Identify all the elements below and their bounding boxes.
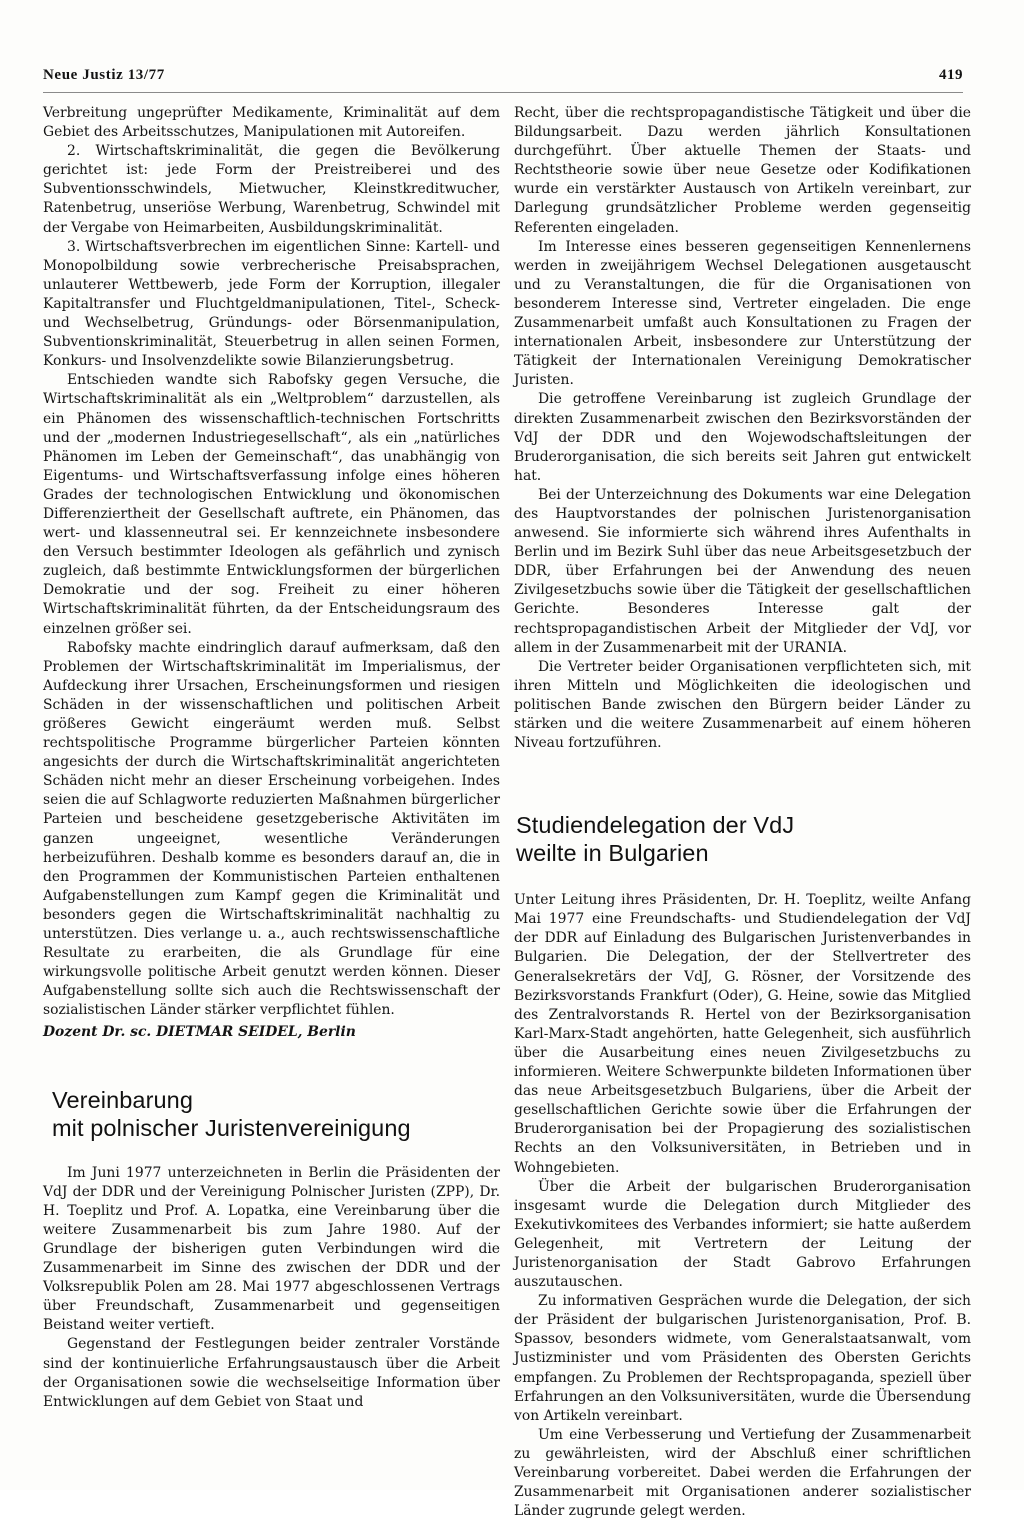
paragraph: Die getroffene Vereinbarung ist zugleich Grundlage der direkten Zusammenarbeit zwischen den Bezirksvorständen der VdJ der DDR und den Wojewodschaftsleitungen der Bruderorganisation, die sich bereits seit Jahren gut entwickelt hat. [514,391,971,484]
left-column [43,104,500,1412]
heading-line: mit polnischer Juristenvereinigung [52,1114,411,1141]
heading-line: Vereinbarung [52,1086,194,1113]
paragraph: Um eine Verbesserung und Vertiefung der Zusammenarbeit zu gewährleisten, wird der Abschluß einer schriftlichen Vereinbarung vorbereitet. Dabei werden die Erfahrungen der Zusammenarbeit mit Organisationen anderer sozialistischer Länder zugrunde gelegt werden. [514,1426,971,1520]
paragraph: Im Juni 1977 unterzeichneten in Berlin die Präsidenten der VdJ der DDR und der Vereinigung Polnischer Juristen (ZPP), Dr. H. Toeplitz und Prof. A. Lopatka, eine Vereinbarung über die weitere Zusammenarbeit bis zum Jahre 1980. Auf der Grundlage der bisherigen guten Verbindungen wird die Zusammenarbeit im Sinne des zwischen der DDR und der Volksrepublik Polen am 28. Mai 1977 abgeschlossenen Vertrags über Freundschaft, Zusammenarbeit und gegenseitigen Beistand weiter vertieft. [43,1164,500,1334]
paragraph: 2. Wirtschaftskriminalität, die gegen die Bevölkerung gerichtet ist: jede Form der Preistreiberei und des Subventionsschwindels, Mietwucher, Kleinstkreditwucher, Ratenbetrug, unseriöse Werbung, Warenbetrug, Schwindel mit der Vergabe von Heimarbeiten, Ausbildungskriminalität. [43,143,500,236]
page-number: 419 [939,67,963,83]
article-heading-vereinbarung [52,1086,500,1142]
paragraph: Unter Leitung ihres Präsidenten, Dr. H. Toeplitz, weilte Anfang Mai 1977 eine Freundschafts- und Studiendelegation der VdJ der DDR auf Einladung des Bulgarischen Juristenverbandes in Bulgarien. Die Delegation, der der Stellvertreter des Generalsekretärs der VdJ, G. Rösner, der Vorsitzende des Bezirksvorstands Frankfurt (Oder), G. Heine, sowie das Mitglied des Zentralvorstands R. Hertel von der Bezirksorganisation Karl-Marx-Stadt angehörten, hatte Gelegenheit, sich ausführlich über die Ausarbeitung eines neuen Zivilgesetzbuchs zu informieren. Weitere Schwerpunkte bildeten Informationen über das neue Arbeitsgesetzbuch Bulgariens, über die Arbeit der gesellschaftlichen Gerichte sowie über die Erfahrungen der Bruderorganisation bei der Propagierung des sozialistischen Rechts an den Volksuniversitäten, in Betrieben und in Wohngebieten. [514,892,971,1176]
right-column [514,104,971,1521]
paragraph: Rabofsky machte eindringlich darauf aufmerksam, daß den Problemen der Wirtschaftskriminalität im Imperialismus, der Aufdeckung ihrer Ursachen, Erscheinungsformen und riesigen Schäden in der wissenschaftlichen und politischen Arbeit größeres Gewicht eingeräumt werden muß. Selbst rechtspolitische Programme bürgerlicher Parteien könnten angesichts der durch die Wirtschaftskriminalität angerichteten Schäden nicht mehr an dieser Erscheinung vorbeigehen. Indes seien die auf Schlagworte reduzierten Maßnahmen bürgerlicher Parteien und bescheidene gesetzgeberische Aktivitäten im ganzen ungeeignet, wesentliche Veränderungen herbeizuführen. Deshalb komme es besonders darauf an, die in den Programmen der Kommunistischen Parteien enthaltenen Aufgabenstellungen zum Kampf gegen die Kriminalität und besonders gegen die Wirtschaftskriminalität nachhaltig zu unterstützen. Dies verlange u. a., auch rechtswissenschaftliche Resultate zu erarbeiten, die als Grundlage für eine wirkungsvolle politische Arbeit genutzt werden können. Dieser Aufgabenstellung sollte sich auch die Rechtswissenschaft der sozialistischen Länder stärker verpflichtet fühlen. [43,639,500,1019]
paragraph: Gegenstand der Festlegungen beider zentraler Vorstände sind der kontinuierliche Erfahrungsaustausch über die Arbeit der Organisationen sowie die wechselseitige Information über Entwicklungen auf dem Gebiet von Staat und [43,1336,500,1410]
paragraph: Die Vertreter beider Organisationen verpflichteten sich, mit ihren Mitteln und Möglichkeiten die ideologischen und politischen Bande zwischen den Bürgern beider Länder zu stärken und die weitere Zusammenarbeit auf einem höheren Niveau fortzuführen. [514,658,971,752]
paragraph: 3. Wirtschaftsverbrechen im eigentlichen Sinne: Kartell- und Monopolbildung sowie verbrecherische Preisabsprachen, unlauterer Wettbewerb, jede Form der Korruption, illegaler Kapitaltransfer und Fluchtgeldmanipulationen, Titel-, Scheck- und Wechselbetrug, Gründungs- oder Börsenmanipulation, Subventionskriminalität, Steuerbetrug in allen seinen Formen, Konkurs- und Insolvenzdelikte sowie Bilanzierungsbetrug. [43,238,500,370]
page-header [43,64,963,90]
heading-line: Studiendelegation der VdJ [516,812,795,839]
paragraph: Bei der Unterzeichnung des Dokuments war eine Delegation des Hauptvorstandes der polnischen Juristenorganisation anwesend. Sie informierte sich während ihres Aufenthalts in Berlin und im Bezirk Suhl über das neue Arbeitsgesetzbuch der DDR, über Erfahrungen bei der Anwendung des neuen Zivilgesetzbuchs sowie über die Tätigkeit der gesellschaftlichen Gerichte. Besonderes Interesse galt der rechtspropagandistischen Arbeit der Mitglieder der VdJ, vor allem in der Zusammenarbeit mit der URANIA. [514,486,971,656]
paragraph-continued: Verbreitung ungeprüfter Medikamente, Kriminalität auf dem Gebiet des Arbeitsschutzes, Manipulationen mit Autoreifen. [43,105,500,141]
article-heading-studiendelegation [516,811,971,867]
paragraph: Zu informativen Gesprächen wurde die Delegation, der sich der Präsident der bulgarischen Juristenorganisation, Prof. B. Spassov, besonders widmete, vom Generalstaatsanwalt, vom Justizminister und vom Präsidenten des Obersten Gerichts empfangen. Zu Problemen der Rechtspropaganda, speziell über Erfahrungen an den Volksuniversitäten, wurde die Übersendung von Artikeln vereinbart. [514,1293,971,1424]
paragraph: Entschieden wandte sich Rabofsky gegen Versuche, die Wirtschaftskriminalität als ein „Weltproblem“ darzustellen, als ein Phänomen des wissenschaftlich-technischen Fortschritts und der „modernen Industriegesellschaft“, als ein „natürliches Phänomen im Leben der Gemeinschaft“, das unabhängig von Eigentums- und Wirtschaftsverfassung infolge eines höheren Grades der technologischen Entwicklung und ökonomischen Differenziertheit der Gesellschaft auftrete, ein Phänomen, das wert- und klassenneutral sei. Er kennzeichnete insbesondere den Versuch bestimmter Ideologen als gefährlich und zynisch zugleich, daß bestimmte Entwicklungsformen der bürgerlichen Demokratie und der sog. Freiheit zu einer höheren Wirtschaftskriminalität führten, da der Entscheidungsraum des einzelnen größer sei. [43,372,500,637]
paragraph: Über die Arbeit der bulgarischen Bruderorganisation insgesamt wurde die Delegation durch Mitglieder des Exekutivkomitees des Verbandes informiert; sie hatte außerdem Gelegenheit, mit Vertretern der Leitung der Juristenorganisation der Stadt Gabrovo Erfahrungen auszutauschen. [514,1178,971,1291]
journal-title: Neue Justiz 13/77 [43,67,165,83]
paragraph: Im Interesse eines besseren gegenseitigen Kennenlernens werden in zweijährigem Wechsel Delegationen ausgetauscht und zu Veranstaltungen, die für die Organisationen von besonderem Interesse sind, Vertreter eingeladen. Die enge Zusammenarbeit umfaßt auch Konsultationen zu Fragen der internationalen Arbeit, insbesondere zur Unterstützung der Tätigkeit der Internationalen Vereinigung Demokratischer Juristen. [514,238,971,389]
header-rule [43,92,963,93]
paragraph-continued: Recht, über die rechtspropagandistische Tätigkeit und über die Bildungsarbeit. Dazu werden jährlich Konsultationen durchgeführt. Über aktuelle Themen der Staats- und Rechtstheorie sowie über neue Gesetze oder Kodifikationen wurde ein verstärkter Austausch von Artikeln vereinbart, zur Darlegung grundsätzlicher Probleme werden gegenseitig Referenten eingeladen. [514,105,971,236]
heading-line: weilte in Bulgarien [516,840,709,867]
author-signature: Dozent Dr. sc. DIETMAR SEIDEL, Berlin [43,1023,356,1040]
